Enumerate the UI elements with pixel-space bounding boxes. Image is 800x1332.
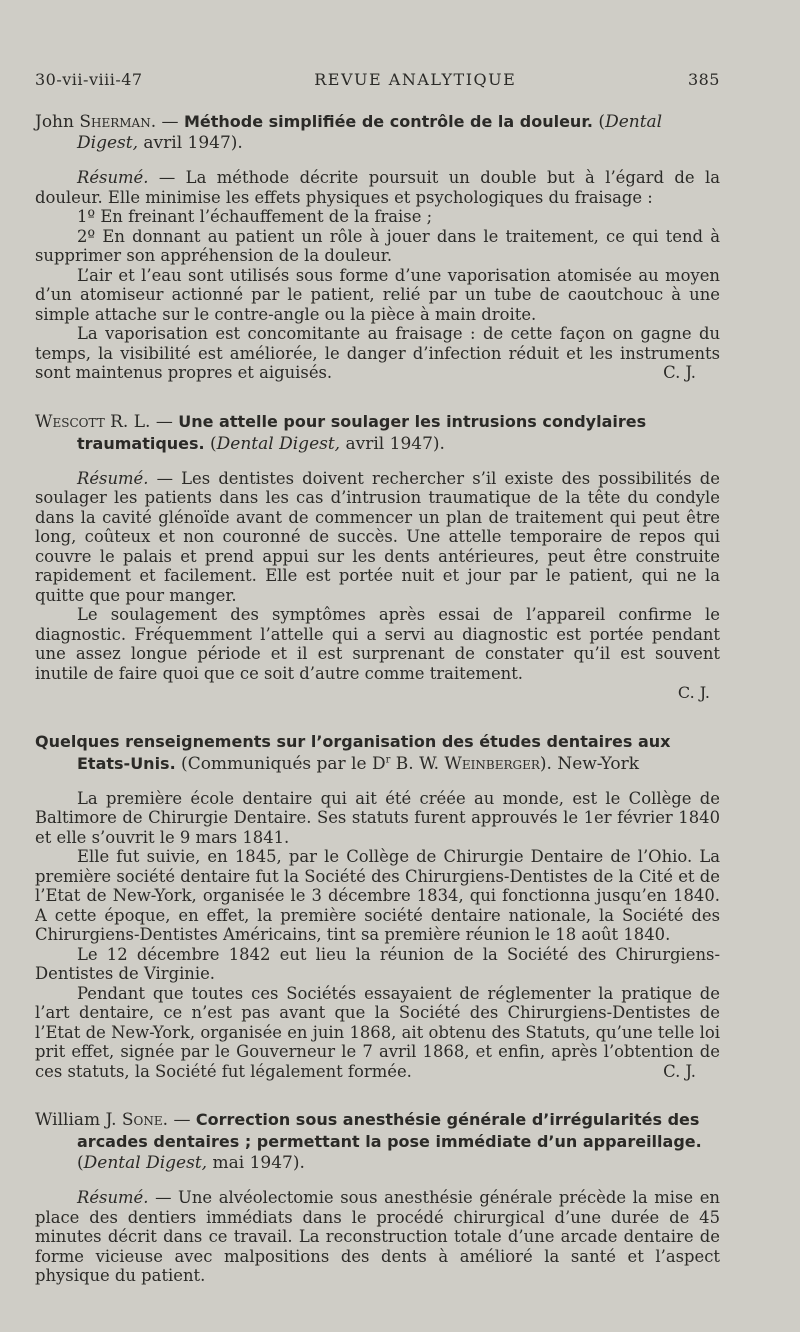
paragraph: 1º En freinant l’échauffement de la fraise ; [77,207,433,226]
author-name: Wescott [35,411,105,432]
resume-label: Résumé. [77,468,149,488]
credit-suffix: ). New-York [539,753,640,774]
article-title: Correction sous anesthésie générale d’irrégularités des arcades dentaires ; permettant la pose immédiate d’un appareillage. [77,1110,702,1151]
paragraph: Résumé. — La méthode décrite poursuit un double but à l’égard de la douleur. Elle minimise les effets physiques et psychologiques du fraisage : [35,168,720,207]
page-number: 385 [687,70,720,89]
paragraph: Elle fut suivie, en 1845, par le Collège de Chirurgie Dentaire de l’Ohio. La première société dentaire fut la Société des Chirurgiens-Dentistes de la Cité et de l’Etat de New-York, organisée le 3 décembre 1834, qui fonctionna jusqu’en 1840. A cette époque, en effet, la première société dentaire nationale, la Société des Chirurgiens-Dentistes Américains, tint sa première réunion le 18 août 1840. [35,847,720,944]
resume-label: Résumé. [77,1188,149,1207]
entry-heading [35,731,720,775]
article-entry-etats-unis [35,731,720,1082]
journal-title: REVUE ANALYTIQUE [314,70,517,89]
source-date: avril 1947). [340,433,445,454]
article-entry-sherman [35,111,720,383]
heading-dash: . — [150,112,184,132]
author-first-name: William J. [35,1110,122,1130]
paragraph: La vaporisation est concomitante au fraisage : de cette façon on gagne du temps, la visibilité est améliorée, le danger d’infection réduit et les instruments sont maintenus propres et aiguisés. C. J. [35,324,720,382]
article-title: Une attelle pour soulager les intrusions condylaires traumatiques. [77,411,647,453]
paragraph: Le soulagement des symptômes après essai de l’appareil confirme le diagnostic. Fréquemment l’attelle qui a servi au diagnostic est portée pendant une assez longue période et il est surprenant de constater qu’il est souvent inutile de faire quoi que ce soit d’autre comme traitement. [35,605,720,683]
author-name: Sherman [79,112,151,132]
source-open: ( [77,1153,84,1173]
source-open: ( [593,112,606,132]
entry-heading [35,111,720,154]
paragraph: Résumé. — Une alvéolectomie sous anesthésie générale précède la mise en place des dentiers immédiats dans le procédé chirurgical d’une durée de 45 minutes décrit dans ce travail. La reconstruction totale d’une arcade dentaire de forme vicieuse avec malpositions des dents à amélioré la santé et l’aspect physique du patient. [35,1188,720,1285]
article-title: Méthode simplifiée de contrôle de la douleur. [183,112,594,131]
source-open: ( [204,433,217,454]
entry-heading [35,411,720,455]
credit-initials: B. W. [390,753,445,774]
issue-date: 30-vii-viii-47 [35,70,143,89]
author-name: Sone [121,1110,163,1130]
signature: C. J. [663,363,696,382]
signature: C. J. [663,1061,696,1081]
article-title: Quelques renseignements sur l’organisation des études dentaires aux Etats-Unis. [35,731,671,773]
source-date: avril 1947). [137,133,243,153]
credit-prefix: (Communiqués par le D [175,753,386,774]
source-journal: Dental Digest, [77,112,663,153]
paragraph: Pendant que toutes ces Sociétés essayaient de réglementer la pratique de l’art dentaire, ce n’est pas avant que la Société des Chirurgiens-Dentistes de l’Etat de New-York, organisée en juin 1868, ait obtenu des Statuts, qu’une telle loi prit effet, signée par le Gouverneur le 7 avril 1868, et enfin, après l’obtention de ces statuts, la Société fut légalement formée. C. J. [35,983,720,1081]
entry-heading [35,1109,720,1174]
heading-dash: . — [162,1110,196,1130]
paragraph: L’air et l’eau sont utilisés sous forme d’une vaporisation atomisée au moyen d’un atomiseur actionné par le patient, relié par un tube de caoutchouc à une simple attache sur le contre-angle ou la pièce à main droite. [35,265,720,324]
source-date: mai 1947). [207,1153,305,1173]
author-first-name: John [35,112,80,132]
source-journal: Dental Digest, [216,433,341,454]
paragraph: 2º En donnant au patient un rôle à jouer dans le traitement, ce qui tend à supprimer son appréhension de la douleur. [35,226,720,265]
paragraph: La première école dentaire qui ait été créée au monde, est le Collège de Baltimore de Chirurgie Dentaire. Ses statuts furent approuvés le 1er février 1840 et elle s’ouvrit le 9 mars 1841. [35,788,720,847]
signature: C. J. [677,683,710,702]
paragraph: Résumé. — Les dentistes doivent rechercher s’il existe des possibilités de soulager les patients dans les cas d’intrusion traumatique de la tête du condyle dans la cavité glénoïde avant de commencer un plan de traitement qui peut être long, coûteux et non couronné de succès. Une attelle temporaire de repos qui couvre le palais et prend appui sur les dents antérieures, peut être construite rapidement et facilement. Elle est portée nuit et jour par le patient, qui ne la quitte que pour manger. [35,468,720,605]
article-entry-sone [35,1109,720,1286]
author-initials: R. L. [104,411,151,432]
credit-name: Weinberger [444,753,540,774]
paragraph: Le 12 décembre 1842 eut lieu la réunion de la Société des Chirurgiens-Dentistes de Virginie. [35,944,720,983]
heading-dash: — [150,411,179,432]
source-journal: Dental Digest, [83,1153,208,1173]
running-header [35,70,720,89]
article-entry-wescott [35,411,720,703]
credit-superscript: r [385,753,391,765]
resume-label: Résumé. [77,168,149,187]
